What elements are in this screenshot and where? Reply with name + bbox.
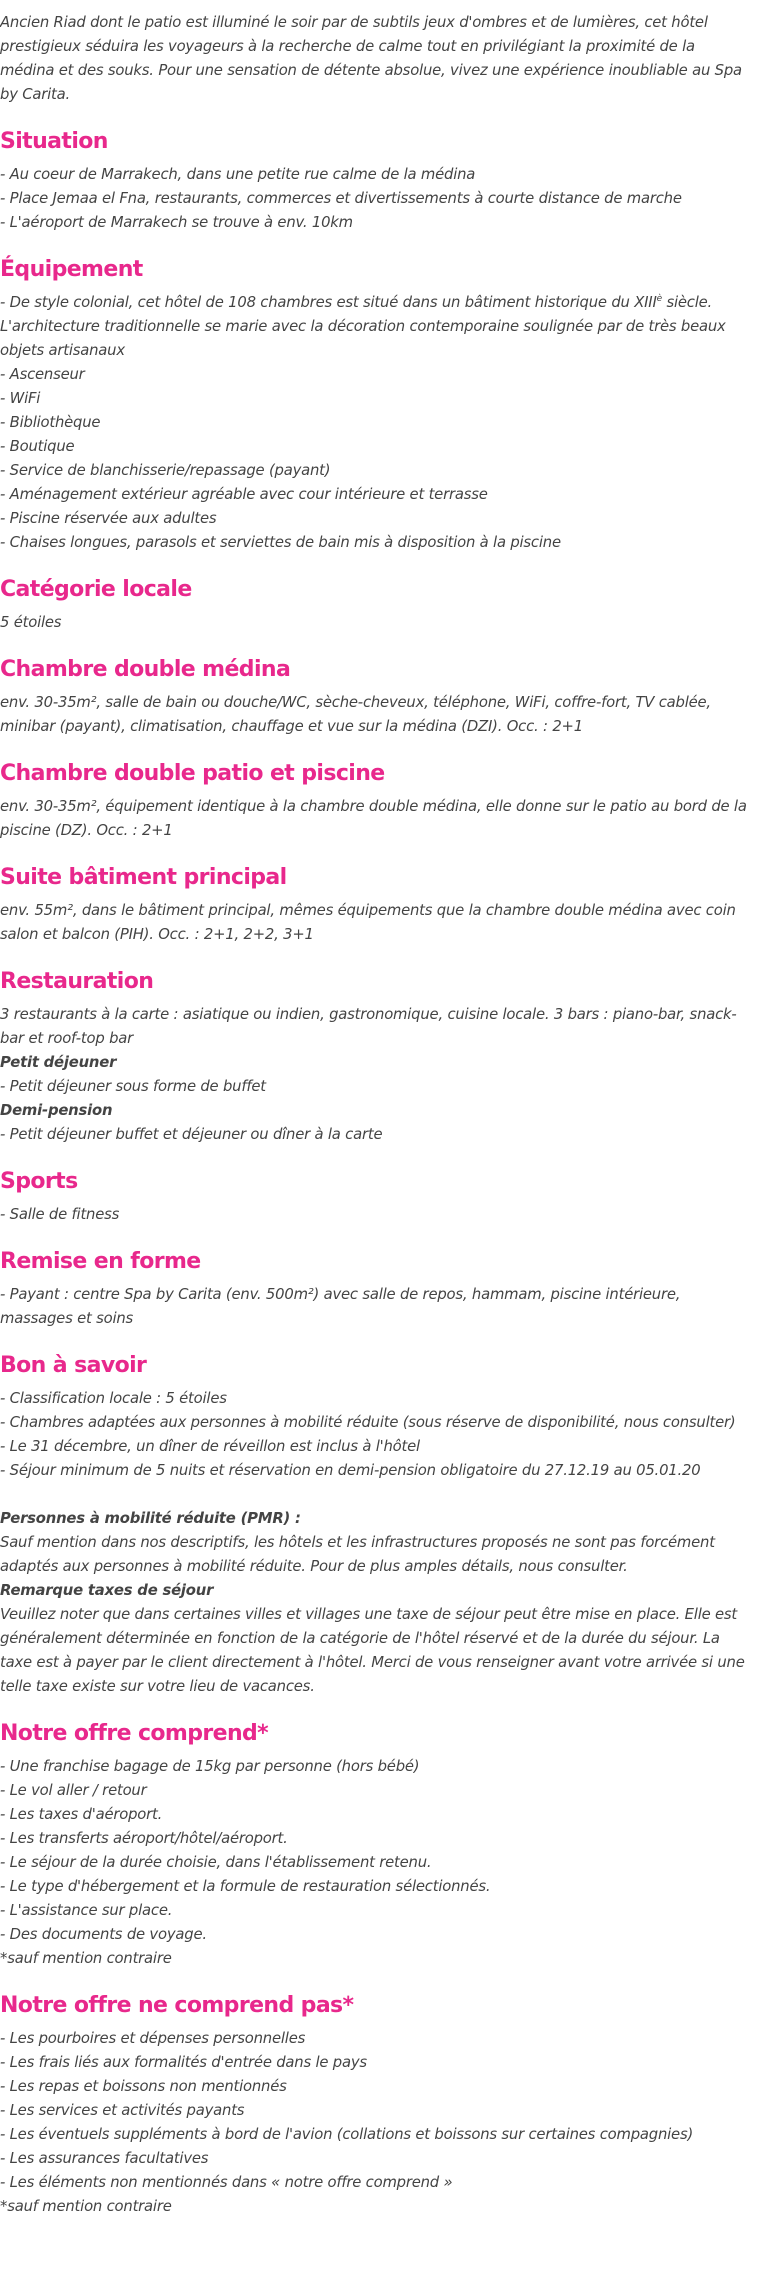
list-item: - Service de blanchisserie/repassage (payant) [0, 462, 331, 479]
restauration-text: 3 restaurants à la carte : asiatique ou indien, gastronomique, cuisine locale. 3 bars : piano-bar, snack-bar et roof-top bar [0, 1006, 737, 1047]
section-categorie [0, 575, 752, 635]
section-title: Situation [0, 129, 108, 154]
taxe-label: Remarque taxes de séjour [0, 1582, 214, 1599]
list-item: - Les services et activités payants [0, 2102, 245, 2119]
lead-text-b: siècle. L'architecture traditionnelle se marie avec la décoration contemporaine soulignée par de très beaux objets artisanaux [0, 294, 726, 359]
list-item: - Séjour minimum de 5 nuits et réservation en demi-pension obligatoire du 27.12.19 au 05.01.20 [0, 1462, 701, 1479]
section-sports [0, 1167, 752, 1227]
list-item: - Payant : centre Spa by Carita (env. 500m²) avec salle de repos, hammam, piscine intérieure, massages et soins [0, 1286, 681, 1327]
list-item: - Boutique [0, 438, 75, 455]
section-suite [0, 863, 752, 947]
list-item: - Place Jemaa el Fna, restaurants, commerces et divertissements à courte distance de marche [0, 190, 682, 207]
list-item: - Une franchise bagage de 15kg par personne (hors bébé) [0, 1758, 420, 1775]
section-title: Chambre double patio et piscine [0, 761, 385, 786]
list-item: - Chambres adaptées aux personnes à mobilité réduite (sous réserve de disponibilité, nous consulter) [0, 1414, 736, 1431]
list-item: - Les éventuels suppléments à bord de l'avion (collations et boissons sur certaines compagnies) [0, 2126, 694, 2143]
section-offre-comprend [0, 1719, 752, 1971]
list-item: - Au coeur de Marrakech, dans une petite rue calme de la médina [0, 166, 476, 183]
section-chambre-medina [0, 655, 752, 739]
section-title: Équipement [0, 257, 143, 282]
room-description: env. 55m², dans le bâtiment principal, mêmes équipements que la chambre double médina avec coin salon et balcon (PIH). Occ. : 2+1, 2+2, 3+1 [0, 902, 736, 943]
list-item: - Classification locale : 5 étoiles [0, 1390, 227, 1407]
list-item: - Chaises longues, parasols et serviettes de bain mis à disposition à la piscine [0, 534, 561, 551]
list-item: - Le 31 décembre, un dîner de réveillon est inclus à l'hôtel [0, 1438, 420, 1455]
taxe-text: Veuillez noter que dans certaines villes et villages une taxe de séjour peut être mise en place. Elle est généralement déterminée en fonction de la catégorie de l'hôtel réservé et de la durée du séjour. La taxe est à payer par le client directement à l'hôtel. Merci de vous renseigner avant votre arrivée si une telle taxe existe sur votre lieu de vacances. [0, 1606, 745, 1695]
pmr-text: Sauf mention dans nos descriptifs, les hôtels et les infrastructures proposés ne sont pas forcément adaptés aux personnes à mobilité réduite. Pour de plus amples détails, nous consulter. [0, 1534, 715, 1575]
list-item: - Des documents de voyage. [0, 1926, 207, 1943]
list-item: - Le séjour de la durée choisie, dans l'établissement retenu. [0, 1854, 432, 1871]
categorie-text: 5 étoiles [0, 614, 62, 631]
list-item: - Les pourboires et dépenses personnelles [0, 2030, 306, 2047]
section-title: Remise en forme [0, 1249, 201, 1274]
list-item: - Les frais liés aux formalités d'entrée dans le pays [0, 2054, 367, 2071]
section-title: Suite bâtiment principal [0, 865, 287, 890]
list-item: - WiFi [0, 390, 41, 407]
list-item: - Les éléments non mentionnés dans « notre offre comprend » [0, 2174, 453, 2191]
list-item: - Ascenseur [0, 366, 85, 383]
list-item: - Le type d'hébergement et la formule de restauration sélectionnés. [0, 1878, 491, 1895]
section-title: Notre offre ne comprend pas* [0, 1993, 354, 2018]
section-remise-en-forme [0, 1247, 752, 1331]
footnote: *sauf mention contraire [0, 1950, 172, 1967]
room-description: env. 30-35m², salle de bain ou douche/WC, sèche-cheveux, téléphone, WiFi, coffre-fort, TV cablée, minibar (payant), climatisation, chauffage et vue sur la médina (DZI). Occ. : 2+1 [0, 694, 711, 735]
list-item: - Le vol aller / retour [0, 1782, 147, 1799]
section-offre-ne-comprend-pas [0, 1991, 752, 2219]
intro-text: Ancien Riad dont le patio est illuminé le soir par de subtils jeux d'ombres et de lumières, cet hôtel prestigieux séduira les voyageurs à la recherche de calme tout en privilégiant la proximité de la médina et des souks. Pour une sensation de détente absolue, vivez une expérience inoubliable au Spa by Carita. [0, 14, 742, 103]
equipement-lead [0, 291, 752, 363]
list-item: - Bibliothèque [0, 414, 101, 431]
section-situation [0, 127, 752, 235]
section-title: Catégorie locale [0, 577, 192, 602]
list-item: - Les taxes d'aéroport. [0, 1806, 163, 1823]
list-item: - Petit déjeuner buffet et déjeuner ou dîner à la carte [0, 1126, 383, 1143]
list-item: - Les repas et boissons non mentionnés [0, 2078, 287, 2095]
list-item: - L'assistance sur place. [0, 1902, 173, 1919]
section-bon-a-savoir [0, 1351, 752, 1699]
section-title: Chambre double médina [0, 657, 291, 682]
list-item: - L'aéroport de Marrakech se trouve à env. 10km [0, 214, 353, 231]
section-restauration [0, 967, 752, 1147]
section-title: Restauration [0, 969, 154, 994]
list-item: - Les assurances facultatives [0, 2150, 209, 2167]
demi-pension-label: Demi-pension [0, 1102, 113, 1119]
footnote: *sauf mention contraire [0, 2198, 172, 2215]
section-title: Bon à savoir [0, 1353, 147, 1378]
section-equipement [0, 255, 752, 555]
section-title: Notre offre comprend* [0, 1721, 269, 1746]
section-chambre-patio [0, 759, 752, 843]
list-item: - Aménagement extérieur agréable avec cour intérieure et terrasse [0, 486, 488, 503]
list-item: - Piscine réservée aux adultes [0, 510, 217, 527]
lead-text-a: - De style colonial, cet hôtel de 108 chambres est situé dans un bâtiment historique du XIII [0, 294, 657, 311]
room-description: env. 30-35m², équipement identique à la chambre double médina, elle donne sur le patio au bord de la piscine (DZ). Occ. : 2+1 [0, 798, 747, 839]
section-title: Sports [0, 1169, 78, 1194]
list-item: - Petit déjeuner sous forme de buffet [0, 1078, 266, 1095]
list-item: - Salle de fitness [0, 1206, 120, 1223]
list-item: - Les transferts aéroport/hôtel/aéroport. [0, 1830, 288, 1847]
lead-superscript: è [656, 294, 662, 305]
pmr-label: Personnes à mobilité réduite (PMR) : [0, 1510, 301, 1527]
petit-dejeuner-label: Petit déjeuner [0, 1054, 117, 1071]
